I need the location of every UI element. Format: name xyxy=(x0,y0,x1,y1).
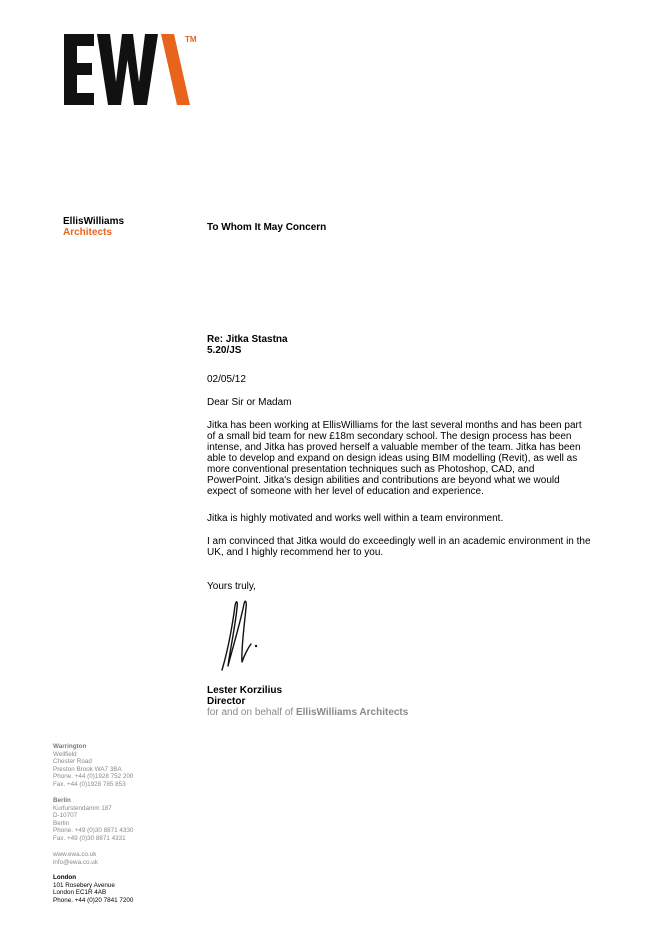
signer-name: Lester Korzilius xyxy=(207,685,283,696)
office-city: Warrington xyxy=(53,743,87,750)
ewa-logo xyxy=(64,34,204,106)
email-link[interactable]: info@ewa.co.uk xyxy=(53,858,98,866)
letter-heading: To Whom It May Concern xyxy=(207,222,327,233)
paragraph-1 xyxy=(207,420,607,497)
signature-image xyxy=(218,598,268,674)
office-berlin xyxy=(53,797,133,843)
office-line: Fax. +49 (0)30 8871 4331 xyxy=(53,834,126,842)
office-line: Phone. +44 (0)20 7841 7200 xyxy=(53,896,134,904)
office-line: Preston Brook WA7 3BA xyxy=(53,765,122,773)
logo-letter-w xyxy=(97,34,158,105)
reference-subject: Re: Jitka Stastna xyxy=(207,334,288,345)
firm-name-line1: EllisWilliams xyxy=(63,216,125,227)
trademark-mark: TM xyxy=(185,35,197,44)
paragraph-line: UK, and I highly recommend her to you. xyxy=(207,547,384,558)
paragraph-line: expect of someone with her level of education and experience. xyxy=(207,486,484,497)
behalf-org: EllisWilliams Architects xyxy=(295,707,409,718)
paragraph-line: intense, and Jitka has proved herself a valuable member of the team. Jitka has been xyxy=(207,442,581,453)
paragraph-2 xyxy=(207,513,607,524)
firm-name-line2: Architects xyxy=(63,227,112,238)
logo-slash xyxy=(161,34,190,105)
office-warrington xyxy=(53,743,133,789)
office-line: Phone. +49 (0)30 8871 4330 xyxy=(53,827,134,835)
paragraph-line: I am convinced that Jitka would do exceedingly well in an academic environment in the xyxy=(207,536,591,547)
office-line: 101 Rosebery Avenue xyxy=(53,881,115,889)
office-line: D-10707 xyxy=(53,812,78,820)
office-london xyxy=(53,874,133,904)
paragraph-line: of a small bid team for new £18m secondary school. The design process has been xyxy=(207,431,572,442)
paragraph-line: PowerPoint. Jitka's design abilities and contributions are beyond what we would xyxy=(207,475,560,486)
office-line: Chester Road xyxy=(53,758,92,766)
reference-block xyxy=(207,334,288,356)
signer-behalf-line xyxy=(207,707,408,718)
office-line: Fax. +44 (0)1928 785 853 xyxy=(53,780,126,788)
paragraph-line: able to develop and expand on design ideas using BIM modelling (Revit), as well as xyxy=(207,453,578,464)
office-city: London xyxy=(53,874,77,881)
signer-block xyxy=(207,685,408,718)
behalf-prefix: for and on behalf of xyxy=(207,707,294,718)
reference-code: 5.20/JS xyxy=(207,345,242,356)
signature-stroke xyxy=(222,601,251,670)
paragraph-line: Jitka is highly motivated and works well within a team environment. xyxy=(207,513,504,524)
office-line: Phone. +44 (0)1928 752 200 xyxy=(53,773,134,781)
office-line: Wellfield xyxy=(53,750,77,758)
website-link[interactable]: www.ewa.co.uk xyxy=(53,851,97,858)
office-line: London EC1R 4AB xyxy=(53,889,107,897)
signature-dot xyxy=(255,645,257,647)
closing: Yours truly, xyxy=(207,581,256,592)
office-web xyxy=(53,851,98,866)
office-line: Berlin xyxy=(53,819,70,827)
signer-title: Director xyxy=(207,696,246,707)
firm-name xyxy=(63,216,124,238)
office-line: Kurfurstendamm 187 xyxy=(53,804,112,812)
logo-letter-e xyxy=(64,34,94,105)
paragraph-line: Jitka has been working at EllisWilliams for the last several months and has been part xyxy=(207,420,582,431)
paragraph-3 xyxy=(207,536,607,558)
office-city: Berlin xyxy=(53,797,71,804)
letter-date: 02/05/12 xyxy=(207,374,246,385)
salutation: Dear Sir or Madam xyxy=(207,397,292,408)
paragraph-line: more conventional presentation techniques such as Photoshop, CAD, and xyxy=(207,464,535,475)
